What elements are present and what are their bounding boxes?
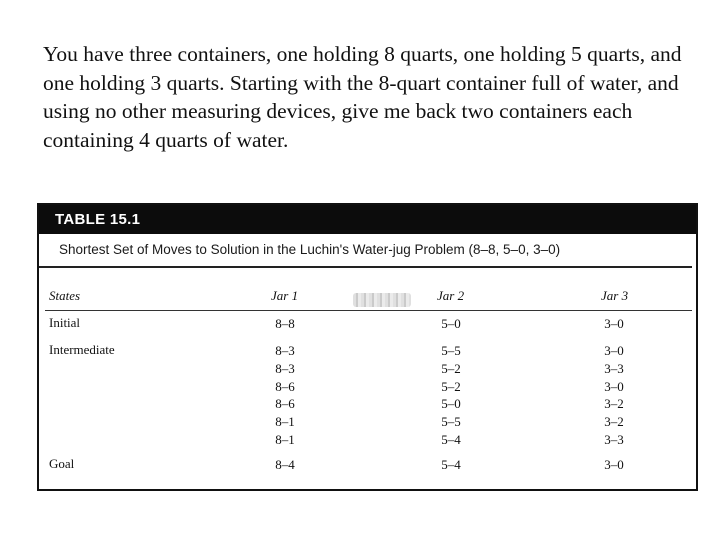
intermediate-jar-2-step-4: 5–0 <box>441 396 461 412</box>
intermediate-jar-2-step-5: 5–5 <box>441 414 461 430</box>
intermediate-jar-3-step-1: 3–0 <box>604 343 624 358</box>
intermediate-jar-2-step-6: 5–4 <box>441 432 461 447</box>
col-header-jar-2: Jar 2 <box>437 288 465 303</box>
water-jug-table <box>37 203 698 491</box>
table-caption: Shortest Set of Moves to Solution in the Luchin's Water-jug Problem (8–8, 5–0, 3–0) <box>39 234 692 268</box>
problem-statement: You have three containers, one holding 8 quarts, one holding 5 quarts, and one holding 3 quarts. Starting with the 8-quart container full of water, and using no other measuring devices, give me back two containers each containing 4 quarts of water. <box>43 42 682 152</box>
col-header-jar-1: Jar 1 <box>271 288 299 303</box>
intermediate-jar-1-step-2: 8–3 <box>275 360 295 376</box>
intermediate-jar-3-step-4: 3–2 <box>604 396 624 412</box>
intermediate-jar-1-step-3: 8–6 <box>275 378 295 394</box>
intermediate-jar-1-step-4: 8–6 <box>275 396 295 412</box>
table-title: TABLE 15.1 <box>39 205 696 234</box>
intermediate-jar-2-step-2: 5–2 <box>441 360 461 376</box>
row-label-goal: Goal <box>49 456 75 471</box>
intermediate-jar-2-step-1: 5–5 <box>441 343 461 358</box>
row-label-intermediate: Intermediate <box>49 342 115 357</box>
intermediate-jar-1-step-6: 8–1 <box>275 432 295 447</box>
col-header-states: States <box>49 288 81 303</box>
row-label-initial: Initial <box>49 315 81 330</box>
goal-jar-1: 8–4 <box>275 457 295 472</box>
intermediate-jar-2-step-3: 5–2 <box>441 378 461 394</box>
intermediate-jar-3-step-3: 3–0 <box>604 378 624 394</box>
intermediate-jar-3-step-2: 3–3 <box>604 360 624 376</box>
goal-jar-2: 5–4 <box>441 457 461 472</box>
intermediate-jar-3-step-5: 3–2 <box>604 414 624 430</box>
initial-jar-3: 3–0 <box>604 316 624 331</box>
initial-jar-2: 5–0 <box>441 316 461 331</box>
intermediate-jar-3-step-6: 3–3 <box>604 432 624 447</box>
intermediate-jar-1-step-1: 8–3 <box>275 343 295 358</box>
initial-jar-1: 8–8 <box>275 316 295 331</box>
col-header-jar-3: Jar 3 <box>601 288 629 303</box>
scan-smudge <box>353 293 411 307</box>
goal-jar-3: 3–0 <box>604 457 624 472</box>
intermediate-jar-1-step-5: 8–1 <box>275 414 295 430</box>
